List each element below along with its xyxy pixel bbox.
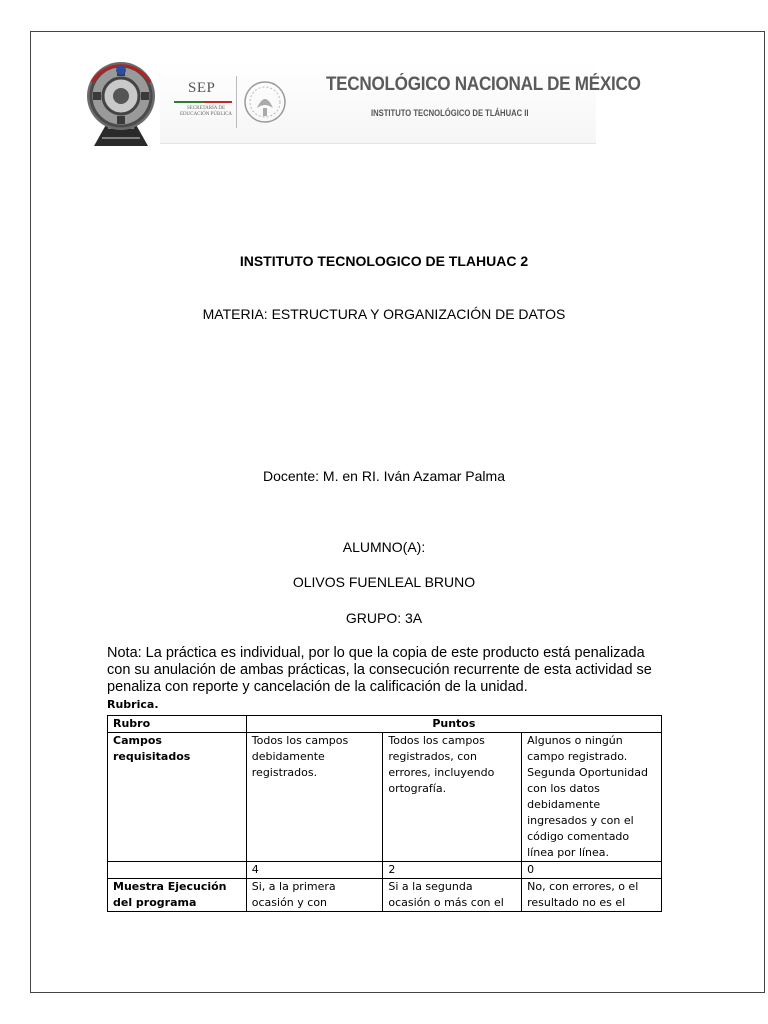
rubric-cell: No, con errores, o el resultado no es el xyxy=(522,879,662,912)
sep-logo-subtext: SECRETARÍA DE EDUCACIÓN PÚBLICA xyxy=(179,106,233,117)
rubric-title: Rubrica. xyxy=(107,698,159,711)
header-title: TECNOLÓGICO NACIONAL DE MÉXICO xyxy=(326,74,641,95)
penalty-note: Nota: La práctica es individual, por lo que la copia de este producto está penalizada con su anulación de ambas prácticas, la consecución recurrente de esta actividad se penaliza con reporte y cancelación de la calificación de la unidad. xyxy=(107,645,652,695)
rubric-criterion: Campos requisitados xyxy=(108,733,247,862)
rubric-points: 4 xyxy=(246,862,383,879)
header-rubro: Rubro xyxy=(108,716,247,733)
subject-line: MATERIA: ESTRUCTURA Y ORGANIZACIÓN DE DATOS xyxy=(202,306,566,322)
teacher-line: Docente: M. en RI. Iván Azamar Palma xyxy=(263,468,505,484)
student-name: OLIVOS FUENLEAL BRUNO xyxy=(292,574,476,590)
group-line: GRUPO: 3A xyxy=(345,610,423,626)
table-row xyxy=(108,879,662,912)
rubric-cell: Si, a la primera ocasión y con xyxy=(246,879,383,912)
sep-logo xyxy=(170,80,240,124)
rubric-cell: Todos los campos debidamente registrados. xyxy=(246,733,383,862)
sep-logo-text: SEP xyxy=(188,80,216,96)
table-row xyxy=(108,716,662,733)
table-row xyxy=(108,862,662,879)
rubric-criterion: Muestra Ejecución del programa xyxy=(108,879,247,912)
student-label: ALUMNO(A): xyxy=(342,539,426,555)
rubric-cell: Si a la segunda ocasión o más con el xyxy=(383,879,522,912)
header-puntos: Puntos xyxy=(246,716,661,733)
rubric-points: 2 xyxy=(383,862,522,879)
table-row xyxy=(108,733,662,862)
rubric-criterion xyxy=(108,862,247,879)
institute-gear-logo xyxy=(80,58,162,148)
header-divider xyxy=(236,76,237,128)
rubric-cell: Todos los campos registrados, con errores, incluyendo ortografía. xyxy=(383,733,522,862)
rubric-points: 0 xyxy=(522,862,662,879)
institute-name: INSTITUTO TECNOLOGICO DE TLAHUAC 2 xyxy=(239,253,529,269)
sep-logo-stripe xyxy=(174,101,232,103)
header-subtitle: INSTITUTO TECNOLÓGICO DE TLÁHUAC II xyxy=(371,108,529,118)
rubric-cell: Algunos o ningún campo registrado. Segunda Oportunidad con los datos debidamente ingresados y con el código comentado línea por línea. xyxy=(522,733,662,862)
rubric-table xyxy=(107,715,662,912)
national-seal-icon xyxy=(243,78,287,126)
